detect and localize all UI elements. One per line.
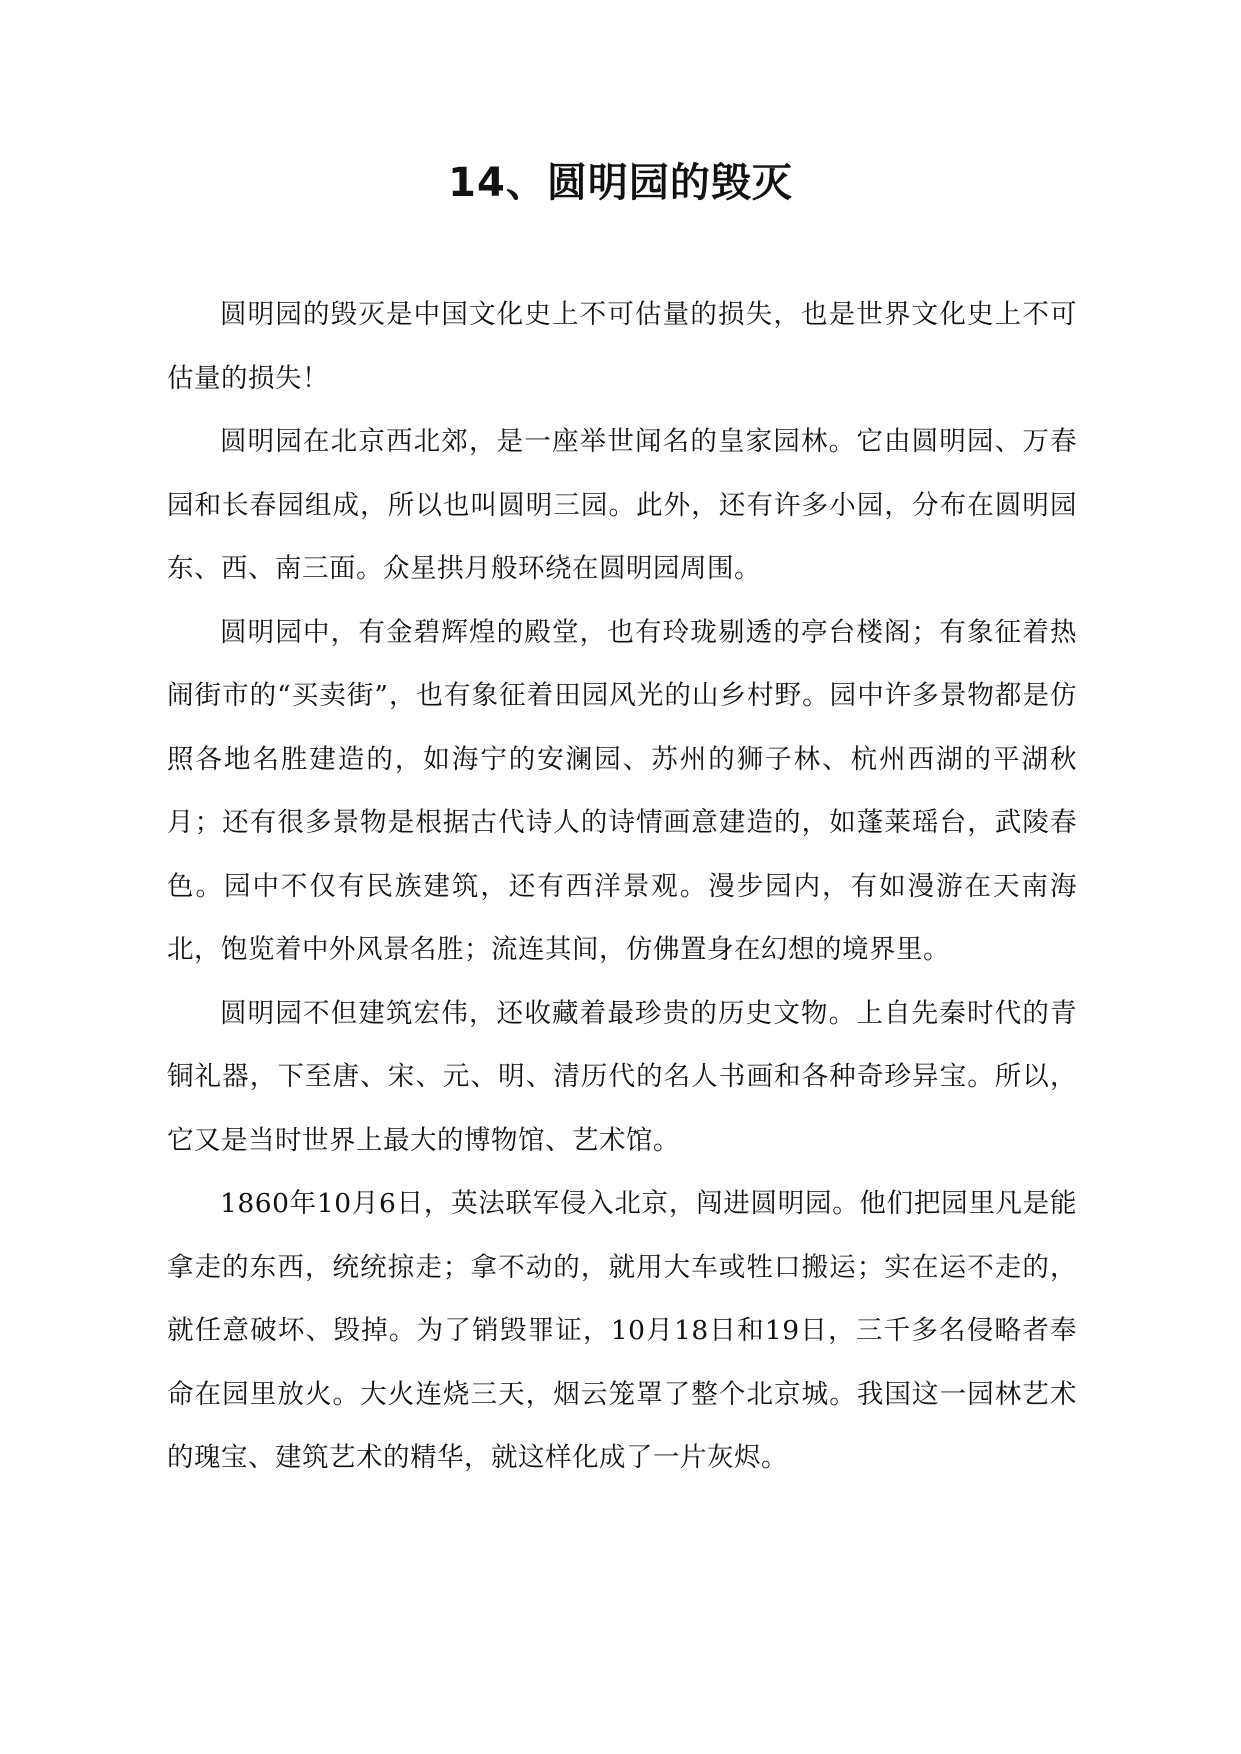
- paragraph: 1860年10月6日，英法联军侵入北京，闯进圆明园。他们把园里凡是能拿走的东西，统统掠走；拿不动的，就用大车或牲口搬运；实在运不走的，就任意破坏、毁掉。为了销毁罪证，10月18日和19日，三千多名侵略者奉命在园里放火。大火连烧三天，烟云笼罩了整个北京城。我国这一园林艺术的瑰宝、建筑艺术的精华，就这样化成了一片灰烬。: [167, 1188, 1077, 1473]
- paragraph: 圆明园在北京西北郊，是一座举世闻名的皇家园林。它由圆明园、万春园和长春园组成，所以也叫圆明三园。此外，还有许多小园，分布在圆明园东、西、南三面。众星拱月般环绕在圆明园周围。: [167, 426, 1077, 584]
- paragraph: 圆明园中，有金碧辉煌的殿堂，也有玲珑剔透的亭台楼阁；有象征着热闹街市的“买卖街”，也有象征着田园风光的山乡村野。园中许多景物都是仿照各地名胜建造的，如海宁的安澜园、苏州的狮子林、杭州西湖的平湖秋月；还有很多景物是根据古代诗人的诗情画意建造的，如蓬莱瑶台，武陵春色。园中不仅有民族建筑，还有西洋景观。漫步园内，有如漫游在天南海北，饱览着中外风景名胜；流连其间，仿佛置身在幻想的境界里。: [167, 616, 1077, 965]
- page-title: 14、圆明园的毁灭: [448, 160, 793, 206]
- paragraph: 圆明园不但建筑宏伟，还收藏着最珍贵的历史文物。上自先秦时代的青铜礼器，下至唐、宋、元、明、清历代的名人书画和各种奇珍异宝。所以，它又是当时世界上最大的博物馆、艺术馆。: [167, 997, 1077, 1156]
- paragraph: 圆明园的毁灭是中国文化史上不可估量的损失，也是世界文化史上不可估量的损失！: [167, 299, 1077, 394]
- article-body: [167, 283, 1077, 1490]
